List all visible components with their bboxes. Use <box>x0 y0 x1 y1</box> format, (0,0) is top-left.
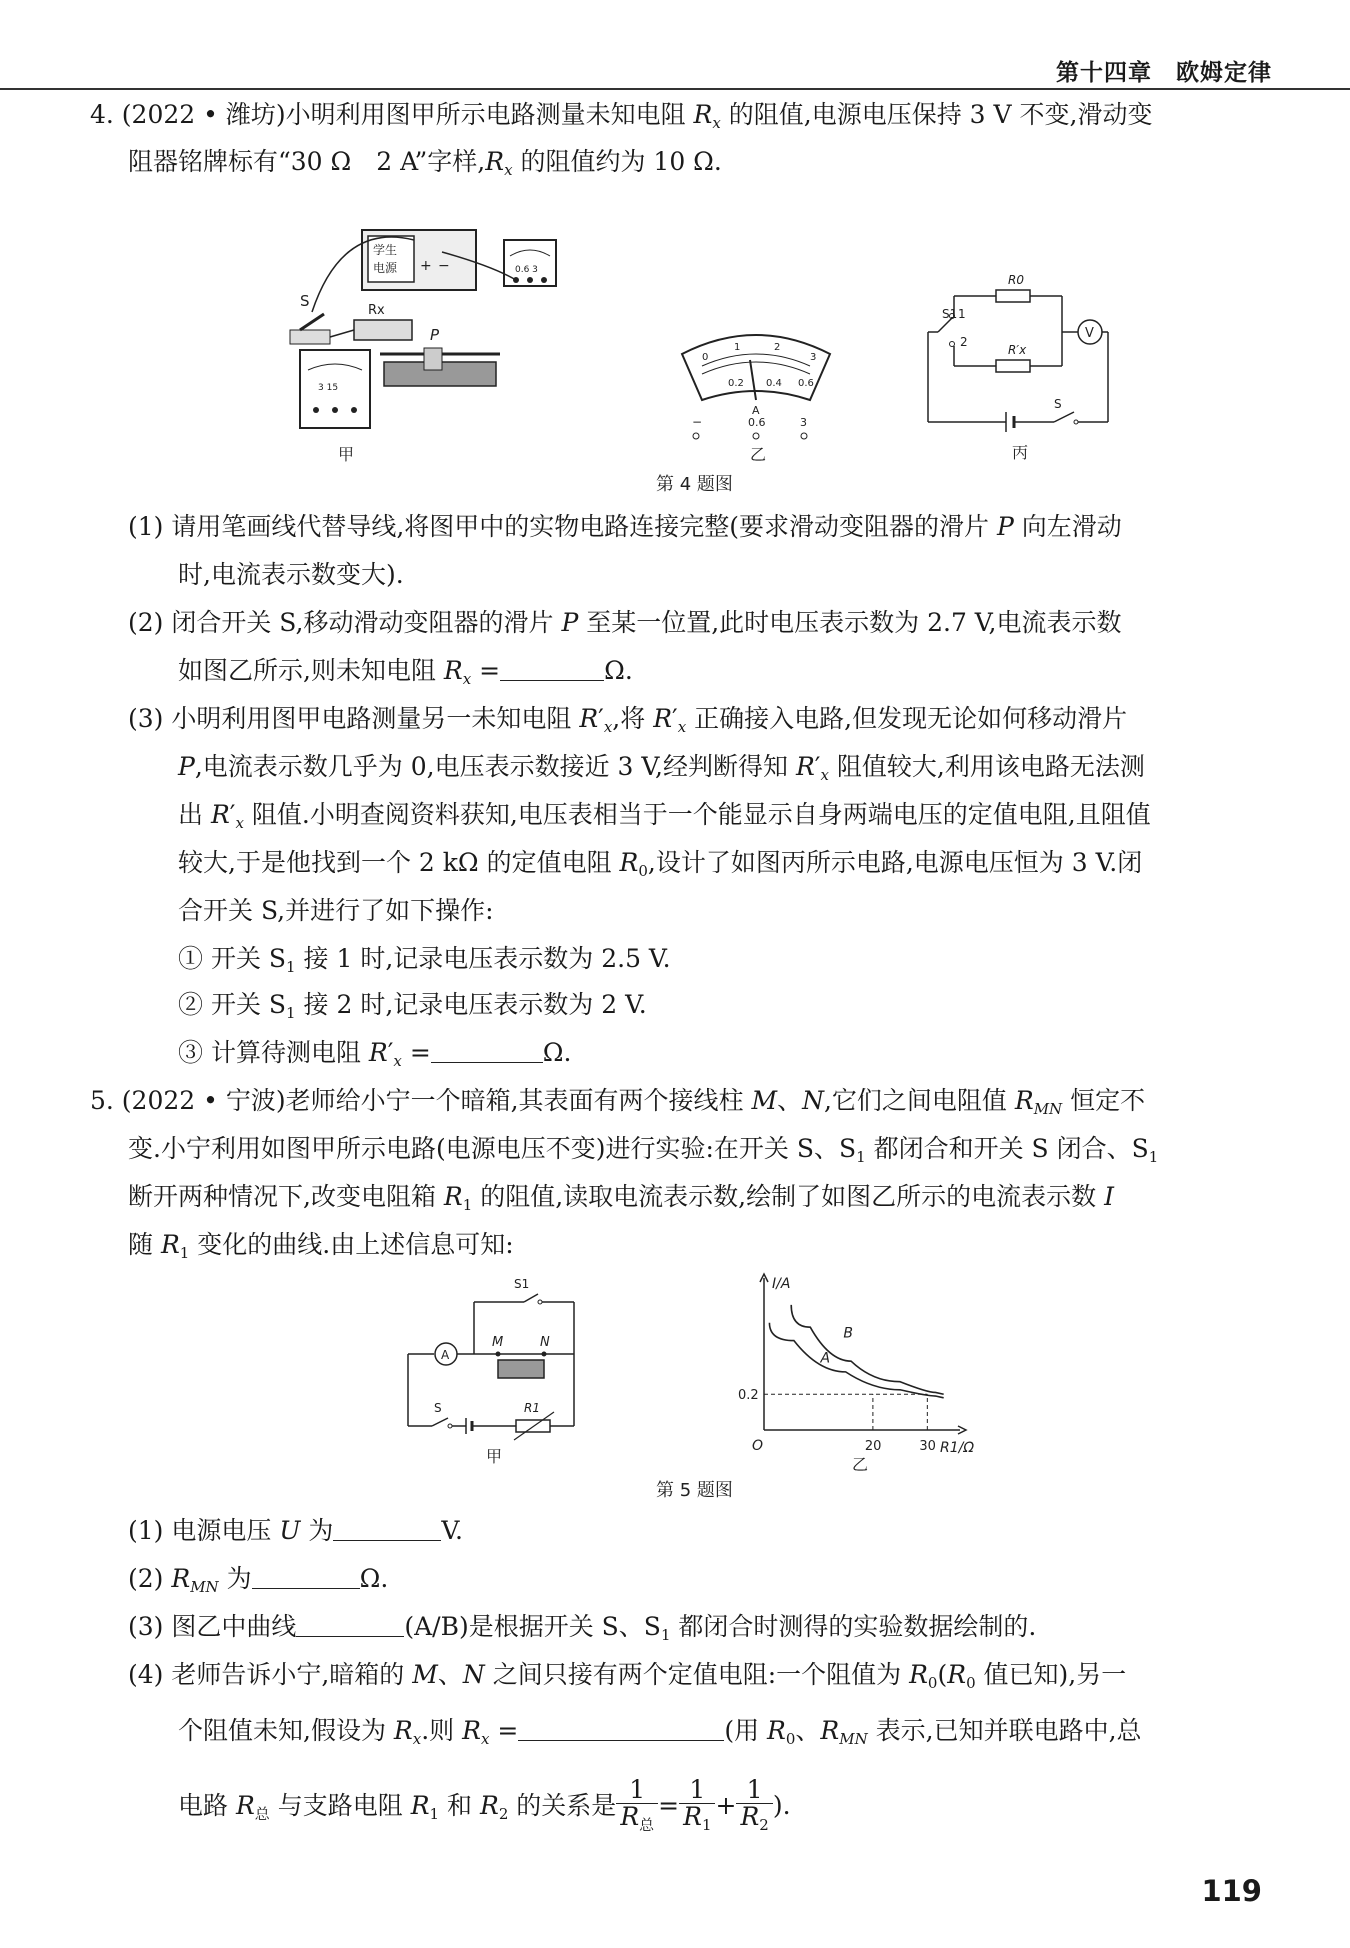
header-rule <box>0 88 1350 90</box>
q4-part2-line1: (2) 闭合开关 S,移动滑动变阻器的滑片 P 至某一位置,此时电压表示数为 2.7 V,电流表示数 <box>128 608 1122 637</box>
q5-chart-yi <box>738 1270 1000 1474</box>
svg-text:R0: R0 <box>1008 273 1024 287</box>
q4-figure-bing <box>922 262 1122 462</box>
svg-text:0.4: 0.4 <box>766 378 782 389</box>
fraction-total: $\frac{1}{R_总}$ <box>616 1777 658 1838</box>
svg-text:3 15: 3 15 <box>318 383 339 393</box>
q5-line-1: 5. (2022 • 宁波)老师给小宁一个暗箱,其表面有两个接线柱 M、N,它们之间电阻值 $R_{MN}$ 恒定不 <box>90 1086 1146 1118</box>
svg-text:甲: 甲 <box>486 1447 503 1466</box>
q5-part2: (2) $R_{MN}$ 为 Ω. <box>128 1564 389 1596</box>
answer-blank-rx[interactable] <box>500 658 604 681</box>
q4-figure-caption: 第 4 题图 <box>656 474 733 495</box>
answer-blank-rx-expression[interactable] <box>518 1718 724 1741</box>
q5-part3: (3) 图乙中曲线 (A/B)是根据开关 S、$S_1$ 都闭合时测得的实验数据绘制的. <box>128 1612 1037 1644</box>
svg-text:0.6 3: 0.6 3 <box>515 265 538 275</box>
x-axis-label: R1/Ω <box>940 1440 975 1456</box>
q4-part3-line2: P,电流表示数几乎为 0,电压表示数接近 3 V,经判断得知 $R'_x$ 阻值较大,利用该电路无法测 <box>178 752 1145 784</box>
svg-text:S1: S1 <box>514 1277 530 1291</box>
y-axis-label: I/A <box>772 1276 791 1292</box>
origin-label: O <box>752 1438 764 1454</box>
svg-text:2: 2 <box>960 335 968 349</box>
series-label-B: B <box>843 1325 853 1342</box>
q4-step1: ① 开关 $S_1$ 接 1 时,记录电压表示数为 2.5 V. <box>178 944 671 976</box>
answer-blank-voltage[interactable] <box>333 1518 441 1541</box>
svg-text:R′x: R′x <box>1008 343 1027 357</box>
q5-part1: (1) 电源电压 U 为 V. <box>128 1516 463 1545</box>
q4-part1-line2: 时,电流表示数变大). <box>178 560 404 589</box>
q5-figure-jia <box>404 1270 594 1466</box>
svg-text:P: P <box>430 326 440 344</box>
answer-blank-rx-prime[interactable] <box>431 1040 543 1063</box>
svg-text:S: S <box>434 1401 442 1415</box>
q4-step3: ③ 计算待测电阻 $R'_x = \Omega$. <box>178 1038 572 1070</box>
q5-part4-line3: 电路 $R_总$ 与支路电阻 $R_1$ 和 $R_2$ 的关系是 $\frac{1}{R_总}$ = $\frac{1}{R_1}$ + $\frac{1}{R_2}$ ). <box>178 1776 791 1846</box>
svg-text:S1: S1 <box>942 307 958 321</box>
svg-text:Rx: Rx <box>368 303 385 318</box>
x-tick-20: 20 <box>864 1439 882 1454</box>
answer-blank-curve[interactable] <box>296 1614 404 1637</box>
svg-text:−: − <box>692 415 703 429</box>
q4-part3-line1: (3) 小明利用图甲电路测量另一未知电阻 $R'_x$,将 $R'_x$ 正确接入电路,但发现无论如何移动滑片 <box>128 704 1128 736</box>
x-tick-30: 30 <box>919 1439 936 1454</box>
svg-text:丙: 丙 <box>1012 443 1029 462</box>
q5-part4-line2: 个阻值未知,假设为 $R_x$.则 $R_x$ = (用 $R_0$、$R_{MN}$ 表示,已知并联电路中,总 <box>178 1716 1142 1748</box>
svg-text:1: 1 <box>958 307 966 321</box>
svg-text:R1: R1 <box>524 1401 540 1415</box>
fraction-r1: $\frac{1}{R_1}$ <box>679 1777 715 1838</box>
q4-part3-line4: 较大,于是他找到一个 2 kΩ 的定值电阻 $R_0$,设计了如图丙所示电路,电源电压恒为 3 V.闭 <box>178 848 1143 880</box>
svg-text:电源: 电源 <box>373 261 398 275</box>
svg-text:M: M <box>492 1335 504 1350</box>
q4-part3-line5: 合开关 S,并进行了如下操作: <box>178 896 494 925</box>
q5-line-2: 变.小宁利用如图甲所示电路(电源电压不变)进行实验:在开关 S、$S_1$ 都闭合和开关 S 闭合、$S_1$ <box>128 1134 1159 1166</box>
q4-part1-line1: (1) 请用笔画线代替导线,将图甲中的实物电路连接完整(要求滑动变阻器的滑片 P 向左滑动 <box>128 512 1122 541</box>
svg-text:0.6: 0.6 <box>798 378 814 389</box>
q4-line-2: 阻器铭牌标有“30 Ω 2 A”字样$,R_x$ 的阻值约为 10 Ω. <box>128 147 722 179</box>
svg-text:3: 3 <box>810 352 817 363</box>
svg-text:1: 1 <box>734 342 741 353</box>
q5-line-4: 随 $R_1$ 变化的曲线.由上述信息可知: <box>128 1230 514 1262</box>
page-number: 119 <box>1201 1874 1262 1908</box>
q4-part2-line2: 如图乙所示,则未知电阻 $R_x = \Omega$. <box>178 656 633 688</box>
chapter-title: 第十四章 欧姆定律 <box>1056 60 1272 86</box>
q5-part4-line1: (4) 老师告诉小宁,暗箱的 M、N 之间只接有两个定值电阻:一个阻值为 $R_0(R_0$ 值已知),另一 <box>128 1660 1127 1692</box>
svg-text:乙: 乙 <box>750 445 767 464</box>
q4-part3-line3: 出 $R'_x$ 阻值.小明查阅资料获知,电压表相当于一个能显示自身两端电压的定值电阻,且阻值 <box>178 800 1151 832</box>
svg-text:2: 2 <box>774 342 781 353</box>
q5-line-3: 断开两种情况下,改变电阻箱 $R_1$ 的阻值,读取电流表示数,绘制了如图乙所示的电流表示数 I <box>128 1182 1114 1214</box>
svg-text:0: 0 <box>702 352 709 363</box>
svg-text:甲: 甲 <box>338 445 355 464</box>
svg-text:学生: 学生 <box>373 243 398 257</box>
q4-figure-jia <box>272 222 538 464</box>
svg-text:A: A <box>441 1348 450 1362</box>
answer-blank-rmn[interactable] <box>252 1566 360 1589</box>
q4-line-1: 4. (2022 • 潍坊)小明利用图甲所示电路测量未知电阻 $R_x$ 的阻值,电源电压保持 3 V 不变,滑动变 <box>90 100 1153 132</box>
svg-text:3: 3 <box>800 416 807 429</box>
chart-caption: 乙 <box>852 1455 869 1474</box>
svg-text:A: A <box>752 404 760 417</box>
q4-figure-yi <box>676 330 836 464</box>
svg-text:0.2: 0.2 <box>728 378 744 389</box>
svg-text:S: S <box>1054 397 1062 411</box>
q4-step2: ② 开关 $S_1$ 接 2 时,记录电压表示数为 2 V. <box>178 990 647 1022</box>
svg-text:−: − <box>438 258 450 274</box>
series-line-A <box>769 1323 943 1398</box>
series-line-B <box>791 1305 943 1394</box>
page-header <box>0 46 1350 90</box>
series-label-A: A <box>820 1350 831 1367</box>
svg-text:S: S <box>300 292 310 310</box>
svg-text:N: N <box>540 1335 550 1350</box>
q5-figure-caption: 第 5 题图 <box>656 1480 733 1501</box>
fraction-r2: $\frac{1}{R_2}$ <box>736 1777 772 1838</box>
svg-text:+: + <box>420 258 432 274</box>
y-tick-0.2: 0.2 <box>738 1388 759 1404</box>
svg-text:V: V <box>1085 326 1094 341</box>
svg-text:0.6: 0.6 <box>748 416 766 429</box>
